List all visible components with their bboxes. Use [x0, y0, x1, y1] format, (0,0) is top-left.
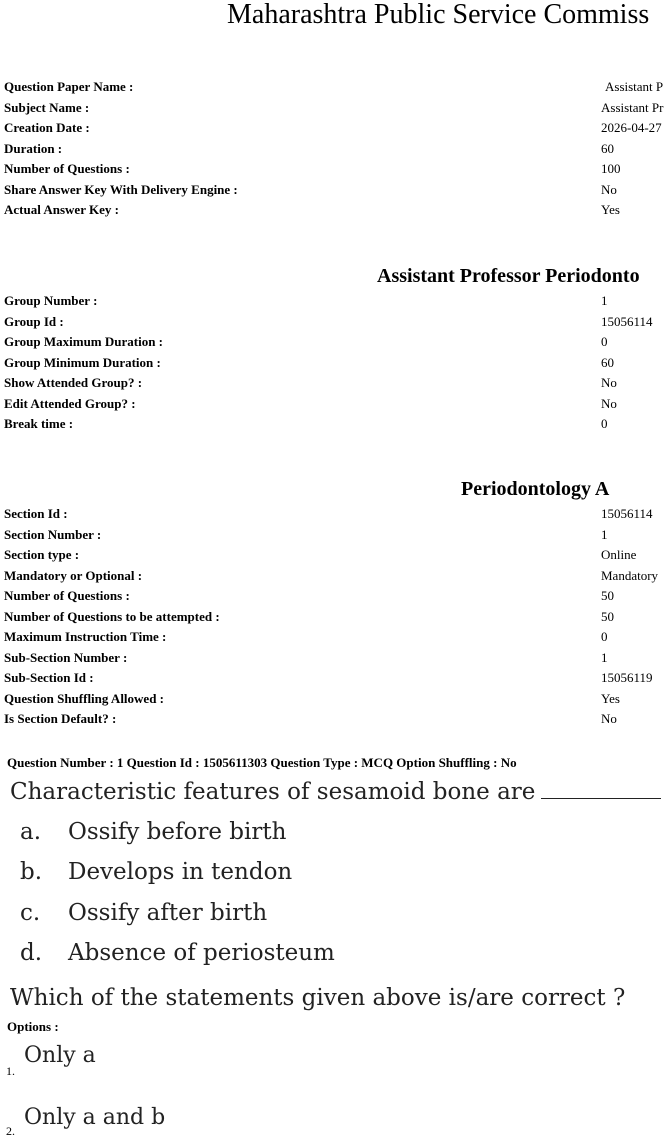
section-info-value: Mandatory: [601, 568, 659, 583]
options-label: Options :: [7, 1019, 59, 1034]
group-info-value: 15056114: [601, 314, 653, 329]
group-info-value: 60: [601, 355, 614, 370]
section-info-label: Section Id :: [4, 506, 68, 521]
group-heading: Assistant Professor Periodonto: [377, 265, 640, 287]
paper-info-label: Question Paper Name :: [4, 79, 134, 94]
section-info-label: Sub-Section Id :: [4, 670, 94, 685]
question-prompt: Which of the statements given above is/are correct ?: [10, 985, 626, 1011]
statement-text: Absence of periosteum: [68, 940, 335, 966]
section-info-label: Is Section Default? :: [4, 711, 117, 726]
section-heading: Periodontology A: [461, 478, 610, 500]
section-info-label: Number of Questions to be attempted :: [4, 609, 220, 624]
statement-item: [20, 818, 286, 846]
group-info-value: No: [601, 396, 617, 411]
section-info-value: 50: [601, 609, 614, 624]
statement-letter: d.: [20, 940, 43, 966]
section-info-label: Number of Questions :: [4, 588, 130, 603]
option-text: Only a: [24, 1043, 96, 1068]
paper-info-value: Yes: [601, 202, 620, 217]
question-stem-text: Characteristic features of sesamoid bone are: [10, 779, 536, 805]
section-info-value: 15056119: [601, 670, 653, 685]
statement-text: Develops in tendon: [68, 859, 293, 885]
option-number: 2.: [6, 1124, 15, 1138]
paper-info-label: Creation Date :: [4, 120, 90, 135]
section-info-value: 1: [601, 527, 608, 542]
paper-info-value: No: [601, 182, 617, 197]
paper-info-label: Actual Answer Key :: [4, 202, 119, 217]
section-info-label: Question Shuffling Allowed :: [4, 691, 165, 706]
statement-text: Ossify after birth: [68, 900, 268, 926]
group-info-label: Break time :: [4, 416, 74, 431]
group-info-label: Group Minimum Duration :: [4, 355, 161, 370]
section-info-value: Online: [601, 547, 637, 562]
option-number: 1.: [6, 1064, 15, 1078]
paper-info-value: Assistant Pr: [601, 100, 664, 115]
group-info-value: 1: [601, 293, 608, 308]
section-info-label: Maximum Instruction Time :: [4, 629, 167, 644]
section-info-value: 1: [601, 650, 608, 665]
paper-info-value: 2026-04-27: [601, 120, 662, 135]
paper-info-label: Subject Name :: [4, 100, 90, 115]
section-info-label: Mandatory or Optional :: [4, 568, 143, 583]
statement-letter: b.: [20, 859, 43, 885]
group-info-value: 0: [601, 416, 608, 431]
section-info-value: No: [601, 711, 617, 726]
group-info-label: Group Maximum Duration :: [4, 334, 164, 349]
section-info-value: 0: [601, 629, 608, 644]
paper-info-value: Assistant P: [605, 79, 664, 94]
statement-item: [20, 899, 267, 927]
statement-letter: a.: [20, 819, 42, 845]
paper-info-value: 100: [601, 161, 621, 176]
group-info-label: Group Id :: [4, 314, 64, 329]
group-info-value: No: [601, 375, 617, 390]
question-stem: [10, 778, 661, 806]
section-info-value: Yes: [601, 691, 620, 706]
group-info-label: Group Number :: [4, 293, 98, 308]
group-info-label: Edit Attended Group? :: [4, 396, 136, 411]
paper-info-label: Number of Questions :: [4, 161, 130, 176]
group-info-value: 0: [601, 334, 608, 349]
answer-blank: [541, 780, 661, 799]
section-info-label: Section type :: [4, 547, 80, 562]
statement-item: [20, 939, 335, 967]
statement-item: [20, 858, 292, 886]
document-title: Maharashtra Public Service Commiss: [227, 0, 650, 30]
statement-text: Ossify before birth: [68, 819, 287, 845]
paper-info-label: Duration :: [4, 141, 63, 156]
statement-letter: c.: [20, 900, 41, 926]
section-info-value: 50: [601, 588, 614, 603]
group-info-label: Show Attended Group? :: [4, 375, 143, 390]
section-info-label: Section Number :: [4, 527, 102, 542]
paper-info-label: Share Answer Key With Delivery Engine :: [4, 182, 238, 197]
paper-info-value: 60: [601, 141, 614, 156]
section-info-label: Sub-Section Number :: [4, 650, 128, 665]
section-info-value: 15056114: [601, 506, 653, 521]
question-meta: Question Number : 1 Question Id : 1505611303 Question Type : MCQ Option Shuffling : No: [7, 755, 517, 770]
option-text: Only a and b: [24, 1105, 166, 1130]
